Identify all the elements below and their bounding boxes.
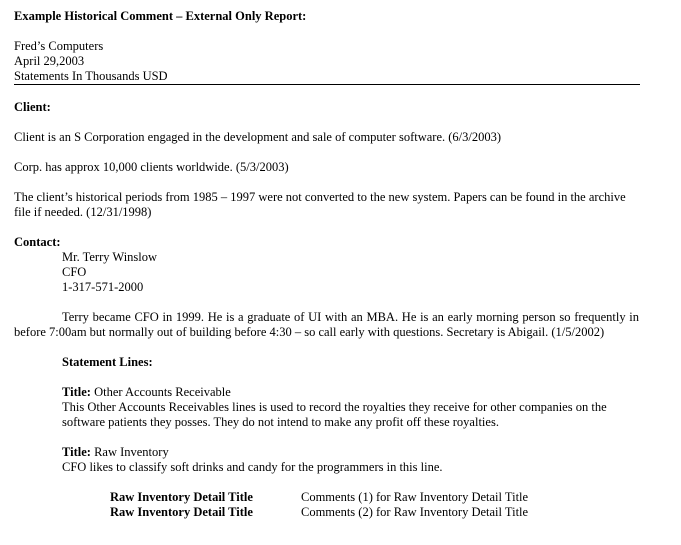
statement-line-title-label: Title: (62, 445, 91, 459)
contact-title: CFO (62, 265, 87, 279)
contact-note: Terry became CFO in 1999. He is a graduate of UI with an MBA. He is an early morning person so frequently in before 7:00am but normally out of building before 4:30 – so call early with questions. Secretary is Abigail. (1/5/2002) (14, 310, 639, 339)
statement-line-item (62, 445, 639, 475)
client-comment: Client is an S Corporation engaged in the development and sale of computer software. (6/3/2003) (14, 130, 502, 144)
detail-line-row (110, 490, 528, 505)
header-divider (14, 84, 640, 85)
company-name: Fred’s Computers (14, 39, 104, 53)
report-header (14, 39, 639, 84)
statement-lines-label: Statement Lines: (62, 355, 153, 369)
report-page (14, 9, 639, 520)
statement-line-title: Raw Inventory (94, 445, 169, 459)
contact-phone: 1-317-571-2000 (62, 280, 144, 294)
client-comment: Corp. has approx 10,000 clients worldwide. (5/3/2003) (14, 160, 289, 174)
detail-line-comment: Comments (1) for Raw Inventory Detail Title (301, 490, 529, 504)
statement-lines-section (62, 355, 639, 475)
statement-line-comment: CFO likes to classify soft drinks and candy for the programmers in this line. (62, 460, 443, 474)
contact-name: Mr. Terry Winslow (62, 250, 158, 264)
report-title: Example Historical Comment – External Only Report: (14, 9, 307, 23)
detail-line-title: Raw Inventory Detail Title (110, 490, 253, 504)
statements-units: Statements In Thousands USD (14, 69, 168, 83)
statement-line-title: Other Accounts Receivable (94, 385, 231, 399)
client-label: Client: (14, 100, 51, 114)
statement-line-item (62, 385, 639, 430)
contact-section (14, 235, 639, 340)
client-comment: The client’s historical periods from 1985 – 1997 were not converted to the new system. Papers can be found in the archive file if needed. (12/31/1998) (14, 190, 626, 219)
client-section (14, 100, 639, 220)
detail-lines-table (110, 490, 528, 520)
report-date: April 29,2003 (14, 54, 85, 68)
detail-line-comment: Comments (2) for Raw Inventory Detail Title (301, 505, 529, 519)
statement-line-comment: This Other Accounts Receivables lines is used to record the royalties they receive for other companies on the software patients they posses. They do not intend to make any profit off these royalties. (62, 400, 607, 429)
detail-line-title: Raw Inventory Detail Title (110, 505, 253, 519)
detail-line-row (110, 505, 528, 520)
statement-line-title-label: Title: (62, 385, 91, 399)
contact-details (62, 250, 639, 295)
contact-label: Contact: (14, 235, 61, 249)
